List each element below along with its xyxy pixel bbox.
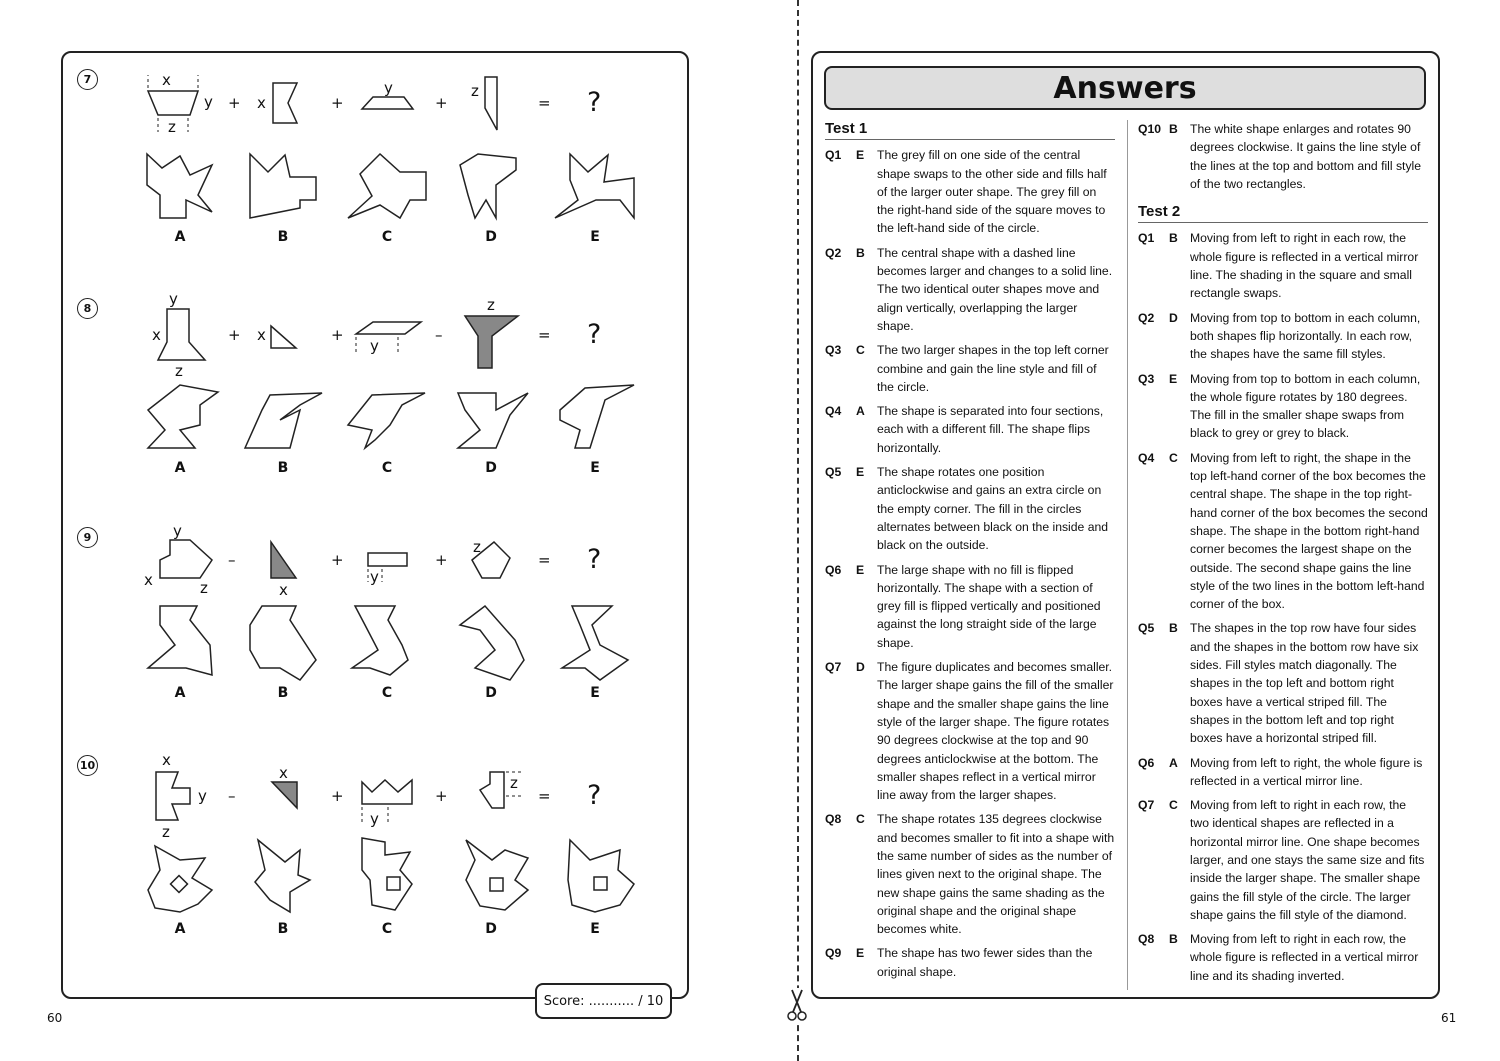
answer-item — [1138, 619, 1428, 747]
answer-text: The shape rotates one position anticlockwise and gains an extra circle on the empty corner. The fill in the circles alternates between black on the inside and black on the outside. — [877, 465, 1109, 553]
q9-option-c — [352, 606, 408, 675]
q10-option-c — [362, 838, 412, 910]
operator: – — [228, 551, 236, 569]
option-label[interactable]: E — [590, 921, 600, 937]
answer-text: The white shape enlarges and rotates 90 degrees clockwise. It gains the line style of the lines at the top and bottom and fill style of the two rectangles. — [1190, 122, 1422, 191]
operator: + — [228, 326, 241, 344]
answer-letter: E — [856, 148, 865, 163]
shape-label: z — [473, 538, 481, 556]
answer-q: Q2 — [1138, 310, 1155, 325]
q10-option-b — [255, 840, 310, 912]
q7-operand-2 — [273, 83, 297, 123]
q8-option-b — [245, 393, 322, 448]
operator: = — [538, 94, 551, 112]
q9-operand-1 — [160, 540, 212, 578]
answers-column-left — [825, 120, 1115, 987]
shape-label: y — [173, 522, 182, 540]
answer-letter: B — [1169, 231, 1178, 246]
answer-item — [1138, 120, 1428, 193]
q7-option-b — [250, 154, 316, 218]
answer-text: Moving from left to right in each row, the whole figure is reflected in a vertical mirror line and its shading inverted. — [1190, 932, 1419, 983]
shape-label: y — [370, 337, 379, 355]
operator: + — [331, 787, 344, 805]
q8-operand-1 — [158, 309, 205, 360]
option-label[interactable]: A — [174, 685, 186, 701]
operator: + — [331, 551, 344, 569]
shape-label: z — [487, 296, 495, 314]
q7-option-a — [147, 154, 212, 218]
option-label[interactable]: B — [277, 460, 289, 476]
answer-q: Q5 — [1138, 621, 1155, 636]
answer-item — [825, 463, 1115, 554]
option-label[interactable]: A — [174, 229, 186, 245]
answer-mark: ? — [587, 319, 602, 350]
answer-letter: E — [856, 562, 865, 577]
answer-item — [1138, 796, 1428, 924]
answer-item — [825, 402, 1115, 457]
answer-text: Moving from top to bottom in each column, both shapes flip horizontally. In each row, the shapes have the same fill styles. — [1190, 310, 1421, 362]
answer-q: Q3 — [825, 343, 842, 358]
answer-letter: E — [856, 946, 865, 961]
answer-q: Q5 — [825, 465, 842, 480]
q8-option-d — [458, 393, 528, 448]
answer-letter: C — [1169, 450, 1178, 465]
option-label[interactable]: C — [381, 460, 393, 476]
shape-label: z — [471, 82, 479, 100]
answer-letter: D — [1169, 310, 1178, 325]
operator: + — [435, 551, 448, 569]
q9-option-a — [148, 606, 212, 675]
answer-text: The central shape with a dashed line becomes larger and changes to a solid line. The two identical outer shapes move and align vertically, overlapping the larger shape. — [877, 245, 1113, 333]
operator: + — [228, 94, 241, 112]
answer-item — [1138, 754, 1428, 791]
answers-column-right — [1138, 120, 1428, 991]
option-label[interactable]: A — [174, 921, 186, 937]
shape-label: x — [279, 581, 288, 599]
answer-q: Q1 — [1138, 231, 1155, 246]
score-label: Score: ........... / 10 — [543, 993, 664, 1009]
option-label[interactable]: B — [277, 685, 289, 701]
answer-letter: C — [1169, 798, 1178, 813]
operator: – — [228, 787, 236, 805]
answer-text: The two larger shapes in the top left corner combine and gain the line style and fill of the circle. — [877, 343, 1109, 394]
scissors-icon — [786, 988, 808, 1022]
cut-line — [797, 0, 799, 1061]
shape-label: y — [370, 568, 379, 586]
answer-text: Moving from top to bottom in each column, the whole figure rotates by 180 degrees. The fill in the smaller shape swaps from black to grey or grey to black. — [1190, 371, 1421, 441]
answer-q: Q7 — [1138, 798, 1155, 813]
answer-text: The grey fill on one side of the central shape swaps to the other side and fills half of the larger outer shape. The grey fill on the right-hand side of the square moves to the left-hand side of the circle. — [877, 148, 1107, 236]
shape-label: x — [279, 764, 288, 782]
operator: = — [538, 551, 551, 569]
option-label[interactable]: E — [590, 460, 600, 476]
shape-label: x — [162, 71, 171, 89]
operator: + — [331, 326, 344, 344]
answer-text: The figure duplicates and becomes smaller. The larger shape gains the fill of the smaller shape and the smaller shape gains the line style of the larger shape. The figure rotates 90 degrees clockwise at the top and 90 degrees anticlockwise at the bottom. The smaller shapes reflect in a vertical mirror line away from the larger shapes. — [877, 660, 1114, 803]
q7-option-c — [348, 154, 426, 218]
answer-letter: B — [1169, 932, 1178, 947]
score-box[interactable] — [535, 983, 672, 1019]
shape-label: y — [198, 787, 207, 805]
option-label[interactable]: A — [174, 460, 186, 476]
question-number: 7 — [77, 69, 98, 90]
q9-operand-2 — [271, 542, 296, 578]
answer-letter: A — [856, 404, 865, 419]
shape-label: z — [510, 774, 518, 792]
operator: + — [435, 94, 448, 112]
option-label[interactable]: D — [485, 460, 497, 476]
q7-operand-3 — [362, 97, 413, 109]
test-heading: Test 1 — [825, 120, 1115, 140]
question-number: 9 — [77, 527, 98, 548]
q10-option-e-inner — [594, 877, 607, 890]
shape-label: x — [162, 751, 171, 769]
q10-option-e — [568, 840, 634, 912]
option-label[interactable]: C — [381, 685, 393, 701]
operator: = — [538, 787, 551, 805]
answer-letter: C — [856, 343, 865, 358]
answer-letter: A — [1169, 755, 1178, 770]
answer-item — [825, 658, 1115, 804]
q10-option-d-inner — [490, 878, 503, 891]
option-label[interactable]: D — [485, 685, 497, 701]
answers-title: Answers — [824, 66, 1426, 110]
answer-letter: B — [1169, 621, 1178, 636]
answer-item — [825, 810, 1115, 938]
q8-option-a — [148, 385, 218, 448]
q9-option-b — [250, 606, 316, 680]
page-number-right: 61 — [1441, 1011, 1457, 1025]
answer-mark: ? — [587, 87, 602, 118]
answer-item — [825, 561, 1115, 652]
answer-letter: E — [1169, 371, 1178, 386]
question-number: 8 — [77, 298, 98, 319]
answer-mark: ? — [587, 544, 602, 575]
q7-operand-1 — [148, 91, 198, 115]
operator: = — [538, 326, 551, 344]
test-heading: Test 2 — [1138, 203, 1428, 223]
answer-q: Q9 — [825, 946, 842, 961]
option-label[interactable]: D — [485, 921, 497, 937]
shape-label: x — [257, 94, 266, 112]
answer-letter: B — [856, 245, 865, 260]
page-number-left: 60 — [47, 1011, 63, 1025]
q8-operand-4 — [465, 316, 518, 368]
answer-q: Q2 — [825, 245, 842, 260]
answer-q: Q4 — [1138, 450, 1155, 465]
answer-q: Q7 — [825, 660, 842, 675]
answer-letter: C — [856, 812, 865, 827]
shape-label: z — [175, 362, 183, 380]
answer-text: The shape is separated into four sections, each with a different fill. The shape flips horizontally. — [877, 404, 1104, 455]
answer-text: Moving from left to right in each row, the whole figure is reflected in a vertical mirror line. The shading in the square and small rectangle swaps. — [1190, 231, 1419, 301]
q10-operand-3 — [362, 780, 412, 804]
answer-item — [1138, 449, 1428, 614]
answer-text: The shapes in the top row have four sides and the shapes in the bottom row have six sides. Fill styles match diagonally. The shapes in the top left and bottom right boxes have a vertical striped fill. The shapes in the bottom left and top right boxes have a horizontal striped fill. — [1190, 621, 1419, 746]
q8-operand-2 — [271, 326, 296, 348]
option-label[interactable]: E — [590, 685, 600, 701]
answer-text: Moving from left to right in each row, the two identical shapes are reflected in a horizontal mirror line. One shape becomes larger, and one stays the same size and fits inside the larger shape. The smaller shape gains the fill style of the circle. The larger shape gains the fill style of the diamond. — [1190, 798, 1425, 922]
q10-operand-4 — [480, 772, 504, 808]
q7-operand-4 — [485, 77, 497, 130]
answer-item — [1138, 309, 1428, 364]
q7-option-d — [460, 154, 516, 218]
shape-label: x — [257, 326, 266, 344]
q9-operand-3 — [368, 553, 407, 566]
answer-q: Q3 — [1138, 371, 1155, 386]
q10-operand-2 — [272, 782, 297, 808]
q10-operand-1 — [156, 772, 190, 820]
answer-q: Q8 — [1138, 932, 1155, 947]
q7-option-e — [555, 154, 634, 218]
shape-label: y — [370, 810, 379, 828]
shape-label: z — [162, 823, 170, 841]
shape-label: z — [168, 118, 176, 136]
shape-label: x — [144, 571, 153, 589]
q10-option-c-inner — [387, 877, 400, 890]
option-label[interactable]: B — [277, 229, 289, 245]
answer-item — [1138, 930, 1428, 985]
operator: – — [435, 326, 443, 344]
answer-text: The large shape with no fill is flipped horizontally. The shape with a section of grey fill is flipped vertically and positioned against the long straight side of the large shape. — [877, 562, 1101, 650]
answer-text: Moving from left to right, the shape in the top left-hand corner of the box becomes the central shape. The shape in the top right-hand corner of the box becomes the second shape. The shape in the bottom right-hand corner becomes the largest shape on the outside. The second shape gains the line style of the two lines in the bottom left-hand corner of the box. — [1190, 450, 1428, 612]
answer-mark: ? — [587, 780, 602, 811]
answer-text: The shape has two fewer sides than the original shape. — [877, 946, 1093, 979]
shape-label: y — [204, 93, 213, 111]
option-label[interactable]: B — [277, 921, 289, 937]
answer-q: Q1 — [825, 148, 842, 163]
shape-label: x — [152, 326, 161, 344]
answer-item — [825, 244, 1115, 335]
answer-q: Q6 — [1138, 755, 1155, 770]
answer-q: Q4 — [825, 404, 842, 419]
answer-text: The shape rotates 135 degrees clockwise and becomes smaller to fit into a shape with the same number of sides as the number of lines given next to the original shape. The new shape gains the same shading as the original shape and the original shape becomes white. — [877, 812, 1115, 937]
answer-letter: D — [856, 660, 865, 675]
option-label[interactable]: E — [590, 229, 600, 245]
q9-option-e — [562, 606, 628, 680]
answer-item — [1138, 229, 1428, 302]
shape-label: y — [384, 79, 393, 97]
answer-q: Q6 — [825, 562, 842, 577]
option-label[interactable]: C — [381, 229, 393, 245]
answer-text: Moving from left to right, the whole figure is reflected in a vertical mirror line. — [1190, 755, 1423, 788]
option-label[interactable]: C — [381, 921, 393, 937]
q8-operand-3 — [356, 322, 421, 334]
shape-label: z — [200, 579, 208, 597]
column-divider — [1127, 120, 1128, 990]
answer-item — [1138, 370, 1428, 443]
answer-letter: E — [856, 465, 865, 480]
answer-item — [825, 944, 1115, 981]
answer-item — [825, 146, 1115, 237]
q9-option-d — [460, 606, 524, 680]
q8-option-c — [348, 393, 425, 448]
q10-option-d — [466, 840, 528, 910]
shape-label: y — [169, 290, 178, 308]
answer-item — [825, 341, 1115, 396]
answer-q: Q8 — [825, 812, 842, 827]
question-number: 10 — [77, 755, 98, 776]
operator: + — [331, 94, 344, 112]
operator: + — [435, 787, 448, 805]
answer-q: Q10 — [1138, 122, 1162, 136]
q8-option-e — [560, 385, 634, 448]
answer-letter: B — [1169, 122, 1178, 136]
option-label[interactable]: D — [485, 229, 497, 245]
